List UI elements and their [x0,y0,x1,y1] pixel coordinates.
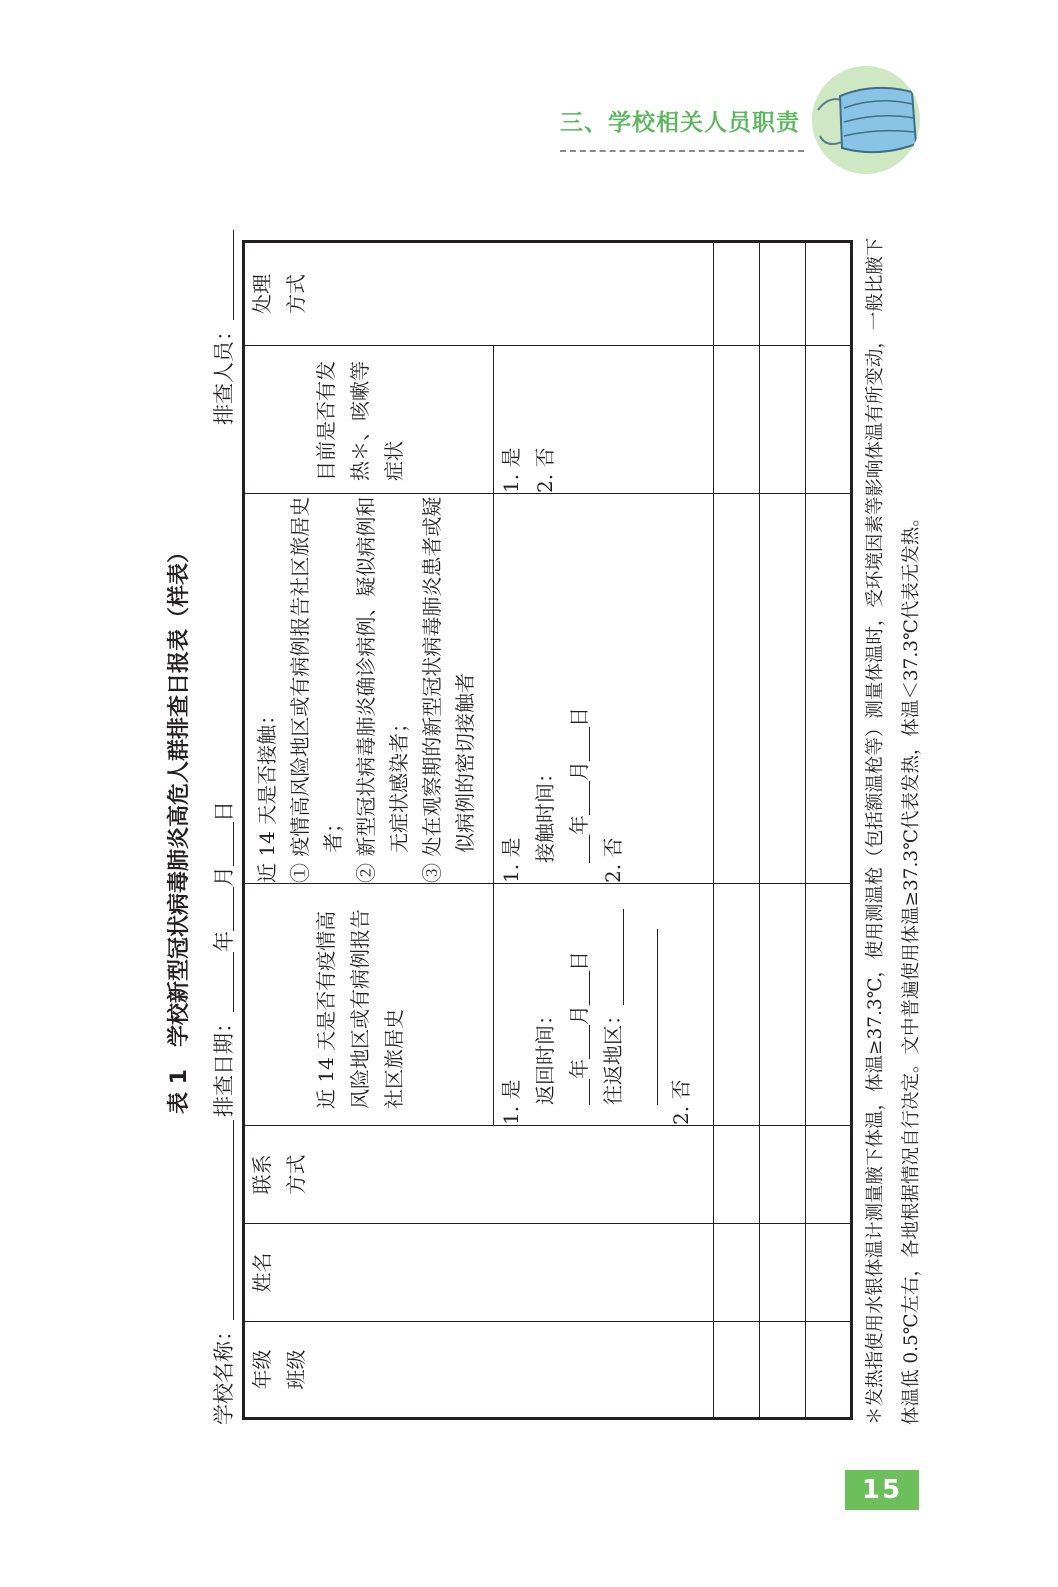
table-caption: 表 1 学校新型冠状病毒肺炎高危人群排查日报表（样表） [167,541,192,1114]
date-month: 月 [212,866,236,887]
table-meta-row [204,230,244,1425]
return-time-label: 返回时间： [533,1005,557,1105]
contact-yes-option: 1. 是 [499,837,523,883]
grade-class-header: 年级 班级 [244,1322,714,1419]
chapter-title: 三、学校相关人员职责 [560,110,800,136]
page-number: 15 [845,1470,919,1510]
inspector-field [204,230,244,425]
table-row [760,242,806,1419]
handling-method-header: 处理 方式 [244,242,714,346]
chapter-title-divider [560,150,804,152]
inspection-date-label: 排查日期： [212,1012,236,1117]
inspector-label: 排查人员： [212,320,236,425]
symptoms-header: 目前是否有发热＊、咳嗽等症状 [244,346,494,494]
table-row [806,242,852,1419]
date-year: 年 [212,931,236,952]
travel-no-option: 2. 否 [669,1079,693,1125]
fever-footnote: ＊发热指使用水银体温计测量腋下体温，体温≥37.3℃，使用测温枪（包括额温枪等）测量体温时，受环境因素等影响体温有所变动，一般比腋下体温低 0.5℃左右，各地根据情况自行决定。文中普遍使用体温≥37.3℃代表发热，体温＜37.3℃代表无发热。 [865,237,922,1425]
contact-time-blank: 年月日 [562,494,596,883]
symptoms-yes-option: 1. 是 [499,447,523,493]
table-row [714,242,760,1419]
screening-table [242,240,853,1420]
contact-method-header: 联系 方式 [244,1126,714,1224]
school-name-field [204,1120,244,1425]
travel-yes-option: 1. 是 [499,1079,523,1125]
contact-history-header: 近 14 天是否接触： ① 疫情高风险地区或有病例报告社区旅居史者； ② 新型冠状病毒肺炎确诊病例、疑似病例和无症状感染者； ③ 处在观察期的新型冠状病毒肺炎患者或疑似病例的密切接触者 [244,494,494,884]
contact-options-cell [494,494,714,884]
return-time-blank: 年月日 [562,884,596,1125]
face-mask-icon [812,66,920,174]
contact-no-option: 2. 否 [601,837,625,883]
travel-options-cell [494,884,714,1126]
name-header: 姓名 [244,1224,714,1322]
return-area-blank-line [630,884,664,1125]
rotated-table-region [160,230,940,1425]
date-day: 日 [212,801,236,822]
symptoms-no-option: 2. 否 [533,447,557,493]
symptoms-options-cell [494,346,714,494]
return-area-field: 往返地区： [596,884,630,1125]
school-name-label: 学校名称： [212,1320,236,1425]
travel-history-header: 近 14 天是否有疫情高风险地区或有病例报告社区旅居史 [244,884,494,1126]
inspection-date-field [204,801,244,1117]
contact-time-label: 接触时间： [533,763,557,863]
table-header-row [244,242,494,1419]
